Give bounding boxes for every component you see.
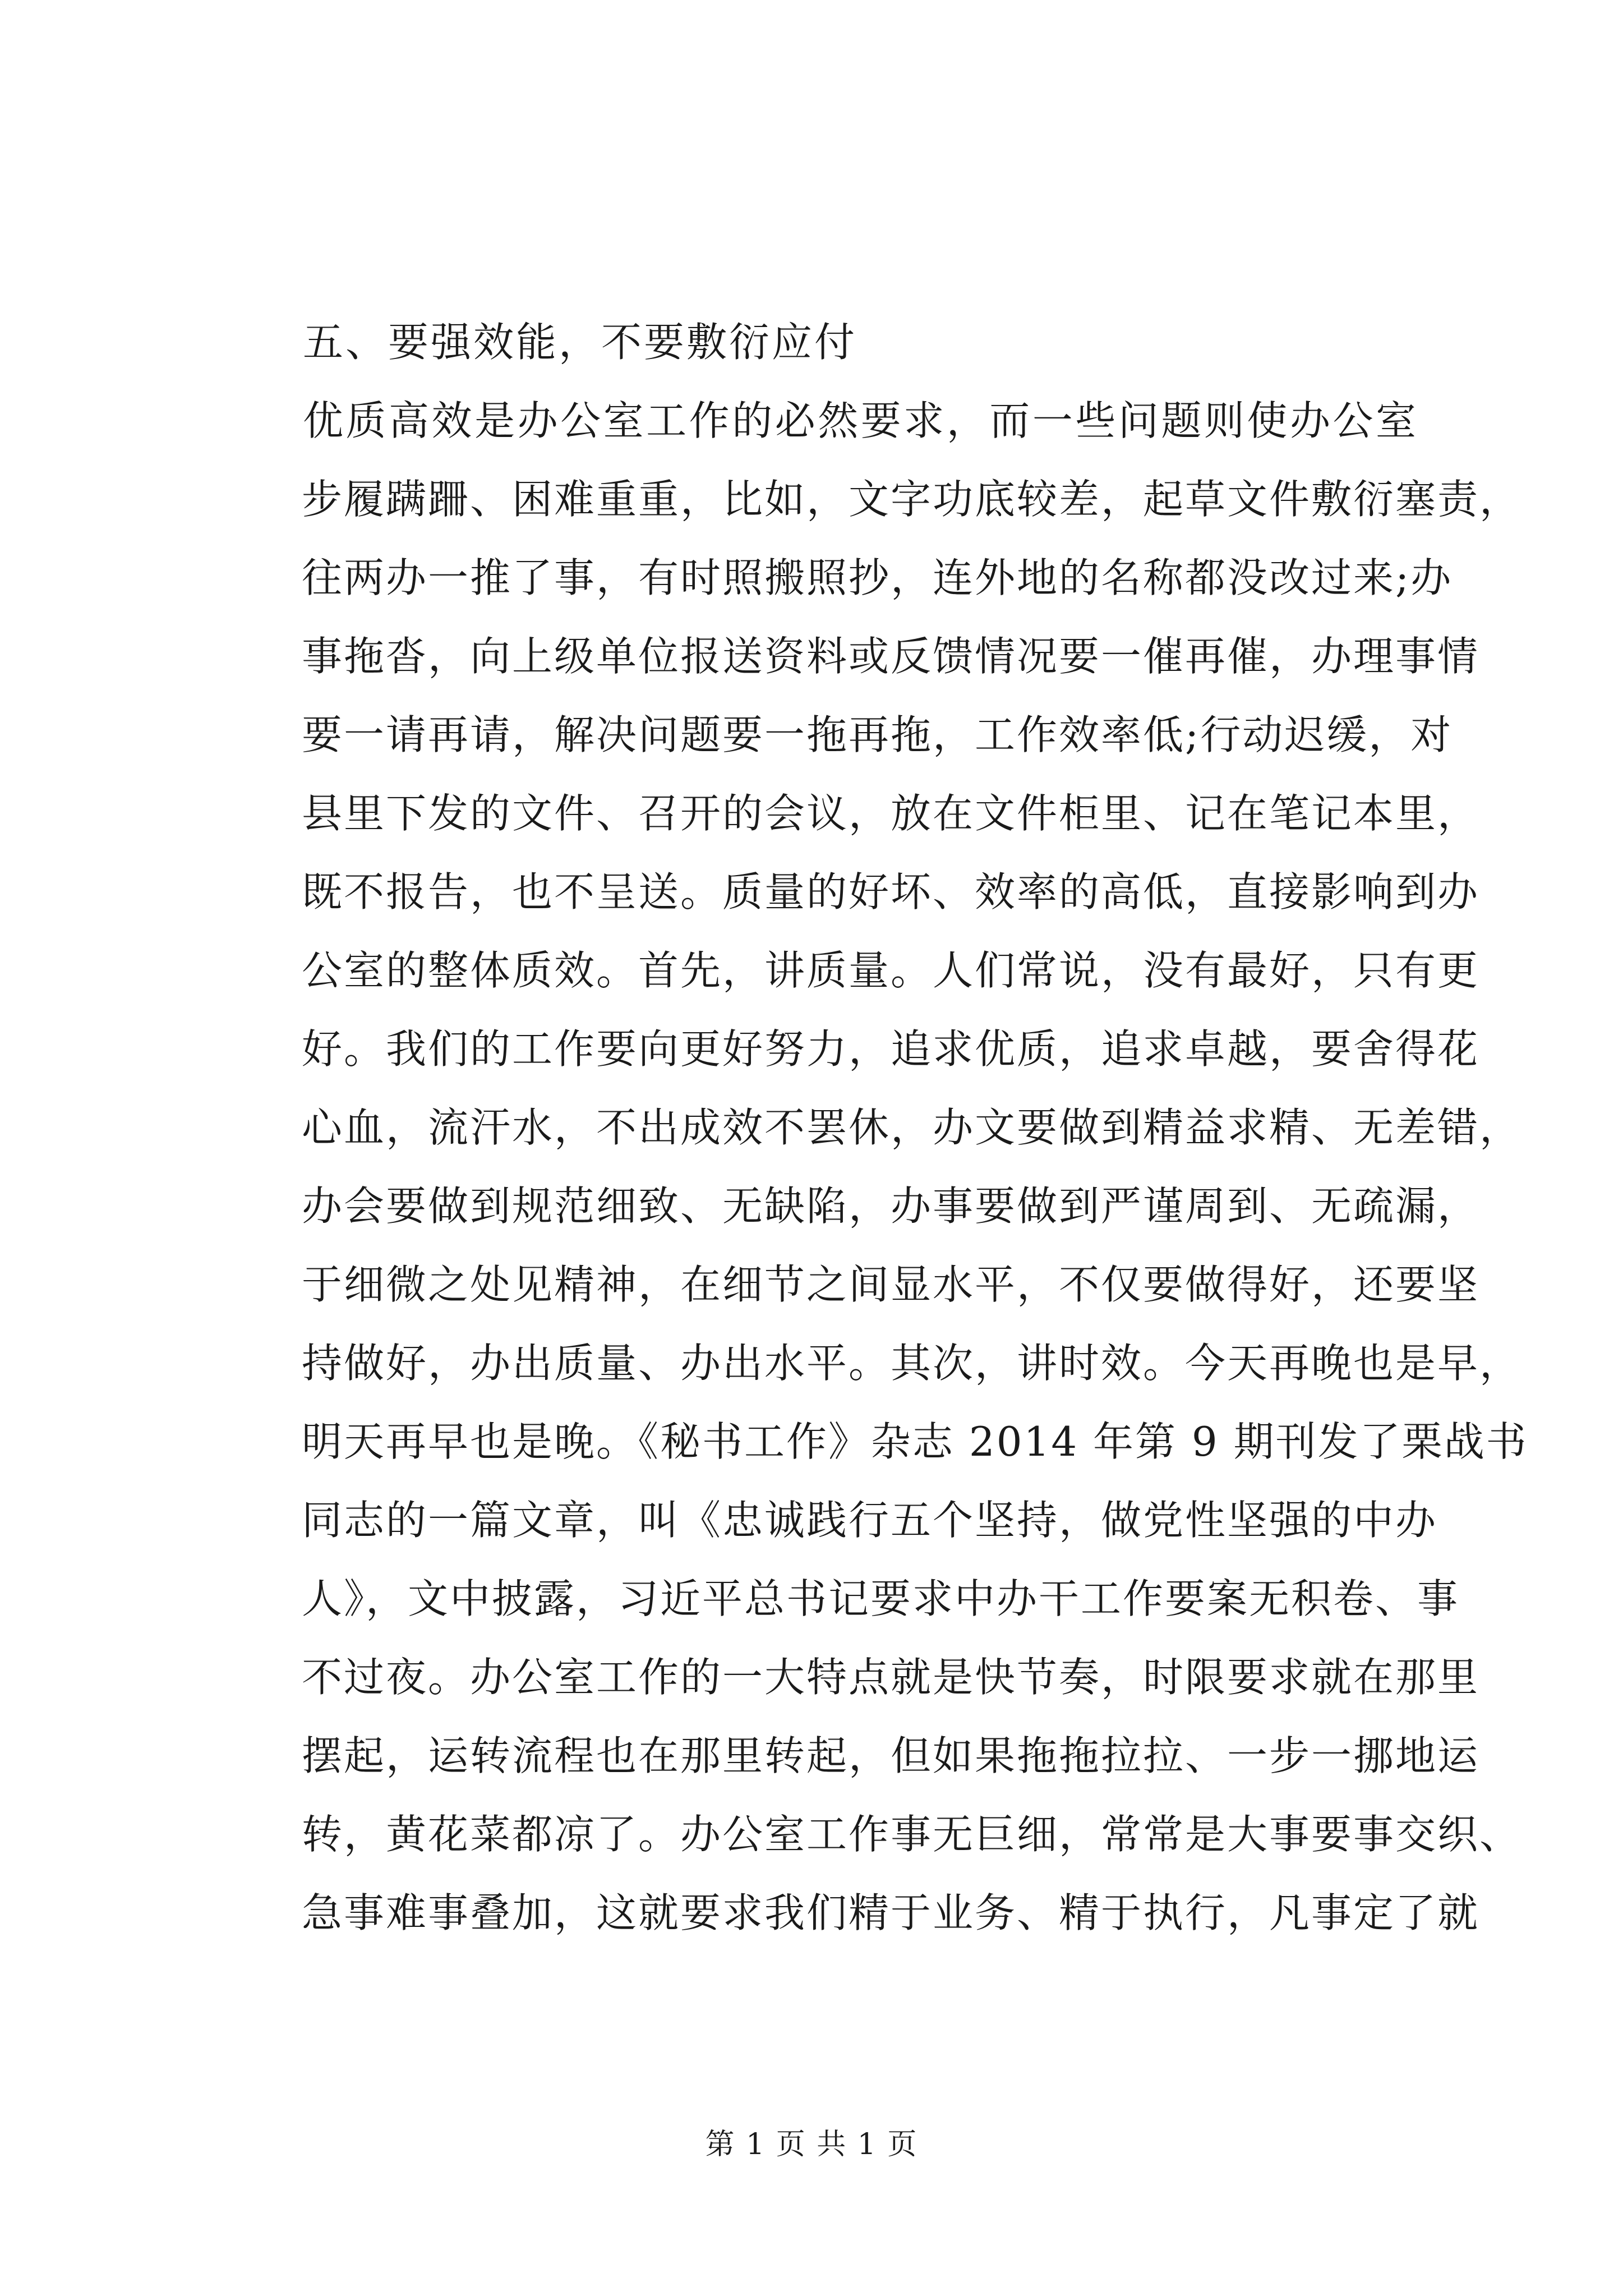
text-line: 公室的整体质效。首先，讲质量。人们常说，没有最好，只有更 [302, 947, 1480, 994]
text-line: 摆起，运转流程也在那里转起，但如果拖拖拉拉、一步一挪地运 [302, 1732, 1480, 1779]
text-line: 事拖沓，向上级单位报送资料或反馈情况要一催再催，办理事情 [302, 633, 1480, 680]
text-line: 转，黄花菜都凉了。办公室工作事无巨细，常常是大事要事交织、 [302, 1811, 1522, 1858]
section-heading: 五、要强效能，不要敷衍应付 [303, 319, 857, 366]
text-line: 急事难事叠加，这就要求我们精于业务、精于执行，凡事定了就 [302, 1889, 1480, 1936]
text-line: 往两办一推了事，有时照搬照抄，连外地的名称都没改过来;办 [302, 554, 1453, 601]
text-line: 不过夜。办公室工作的一大特点就是快节奏，时限要求就在那里 [302, 1654, 1480, 1701]
text-line: 优质高效是办公室工作的必然要求，而一些问题则使办公室 [303, 397, 1418, 444]
text-line: 县里下发的文件、召开的会议，放在文件柜里、记在笔记本里， [302, 790, 1480, 837]
text-line: 既不报告，也不呈送。质量的好坏、效率的高低，直接影响到办 [302, 868, 1480, 915]
text-line: 同志的一篇文章，叫《忠诚践行五个坚持，做党性坚强的中办 [302, 1497, 1438, 1544]
text-line: 步履蹒跚、困难重重，比如，文字功底较差，起草文件敷衍塞责， [302, 476, 1522, 523]
text-line: 持做好，办出质量、办出水平。其次，讲时效。今天再晚也是早， [302, 1340, 1522, 1387]
body-text [302, 303, 1528, 1952]
text-line: 明天再早也是晚。《秘书工作》杂志 2014 年第 9 期刊发了栗战书 [302, 1418, 1528, 1465]
text-line: 办会要做到规范细致、无缺陷，办事要做到严谨周到、无疏漏， [302, 1182, 1480, 1230]
text-line: 心血，流汗水，不出成效不罢休，办文要做到精益求精、无差错， [302, 1104, 1522, 1151]
text-line: 于细微之处见精神，在细节之间显水平，不仅要做得好，还要坚 [302, 1261, 1480, 1308]
page-footer: 第 1 页 共 1 页 [705, 2128, 918, 2161]
text-line: 要一请再请，解决问题要一拖再拖，工作效率低;行动迟缓，对 [302, 711, 1453, 758]
text-line: 好。我们的工作要向更好努力，追求优质，追求卓越，要舍得花 [302, 1025, 1480, 1073]
text-line: 人》，文中披露，习近平总书记要求中办干工作要案无积卷、事 [302, 1575, 1460, 1622]
